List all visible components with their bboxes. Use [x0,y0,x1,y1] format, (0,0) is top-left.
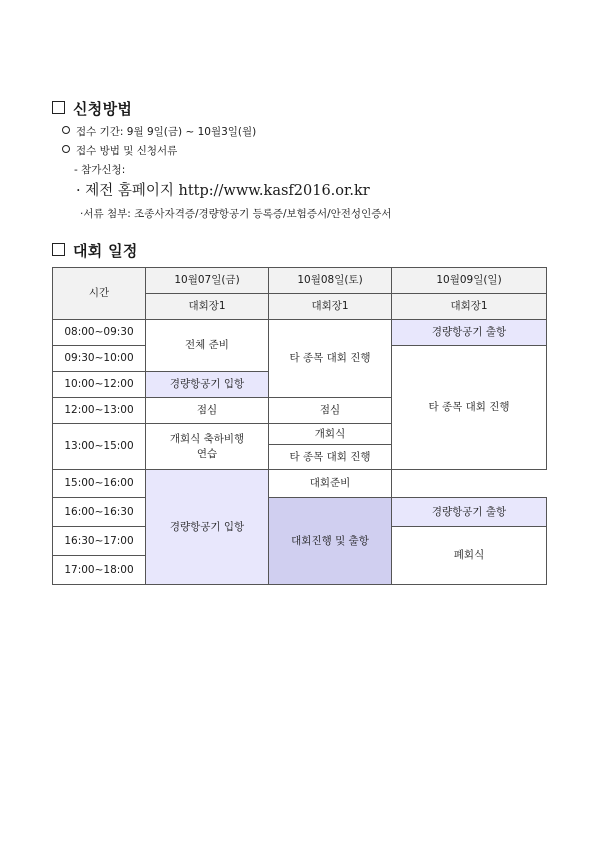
day3-closing-cell: 폐회식 [392,527,547,585]
section-apply-title: 신청방법 [73,100,133,118]
table-row [53,320,547,346]
section-schedule-heading [52,240,138,261]
day2-date: 10월08일(토) [269,268,392,294]
day2-opening-cell: 개회식 [269,424,392,445]
time-cell: 13:00~15:00 [53,424,146,470]
homepage-line: · 제전 홈페이지 http://www.kasf2016.or.kr [76,183,370,199]
day1-rehearsal-line1: 개회식 축하비행 [169,433,245,446]
time-header: 시간 [53,268,146,320]
day3-other-events-cell: 타 종목 대회 진행 [392,346,547,470]
section-apply-heading [52,98,132,119]
apply-period-item [62,124,256,139]
time-cell: 09:30~10:00 [53,346,146,372]
apply-method-text: 접수 방법 및 신청서류 [76,145,178,157]
time-cell: 10:00~12:00 [53,372,146,398]
section-schedule-title: 대회 일정 [73,242,138,260]
time-cell: 15:00~16:00 [53,470,146,498]
schedule-table [52,267,547,585]
apply-period-text: 접수 기간: 9월 9일(금) ~ 10월3일(월) [76,126,257,138]
documents-line: ·서류 첨부: 조종사자격증/경량항공기 등록증/보험증서/안전성인증서 [80,208,392,220]
day2-venue: 대회장1 [269,294,392,320]
day3-date: 10월09일(일) [392,268,547,294]
time-cell: 16:30~17:00 [53,527,146,556]
time-cell: 17:00~18:00 [53,556,146,585]
table-row [53,470,547,498]
day2-other-events-cell: 타 종목 대회 진행 [269,320,392,398]
day1-prep-cell: 전체 준비 [146,320,269,372]
day2-prep-cell: 대회준비 [269,470,392,498]
circle-bullet-icon [62,126,70,134]
time-cell: 16:00~16:30 [53,498,146,527]
day2-other-events-cell-2: 타 종목 대회 진행 [269,445,392,470]
time-cell: 12:00~13:00 [53,398,146,424]
table-row [53,498,547,527]
day2-lunch-cell: 점심 [269,398,392,424]
day2-progress-cell: 대회진행 및 출항 [269,498,392,585]
entry-label: - 참가신청: [74,164,126,176]
time-cell: 08:00~09:30 [53,320,146,346]
checkbox-square-icon [52,243,65,256]
day3-depart-cell-2: 경량항공기 출항 [392,498,547,527]
day1-date: 10월07일(금) [146,268,269,294]
apply-method-item [62,143,177,158]
day1-venue: 대회장1 [146,294,269,320]
day1-arrive-cell-2: 경량항공기 입항 [146,470,269,585]
day1-lunch-cell: 점심 [146,398,269,424]
day3-depart-cell: 경량항공기 출항 [392,320,547,346]
day3-venue: 대회장1 [392,294,547,320]
checkbox-square-icon [52,101,65,114]
day1-rehearsal-line2: 연습 [196,447,218,460]
day1-arrive-cell: 경량항공기 입항 [146,372,269,398]
table-header-row [53,268,547,294]
circle-bullet-icon [62,145,70,153]
day1-rehearsal-cell [146,424,269,470]
